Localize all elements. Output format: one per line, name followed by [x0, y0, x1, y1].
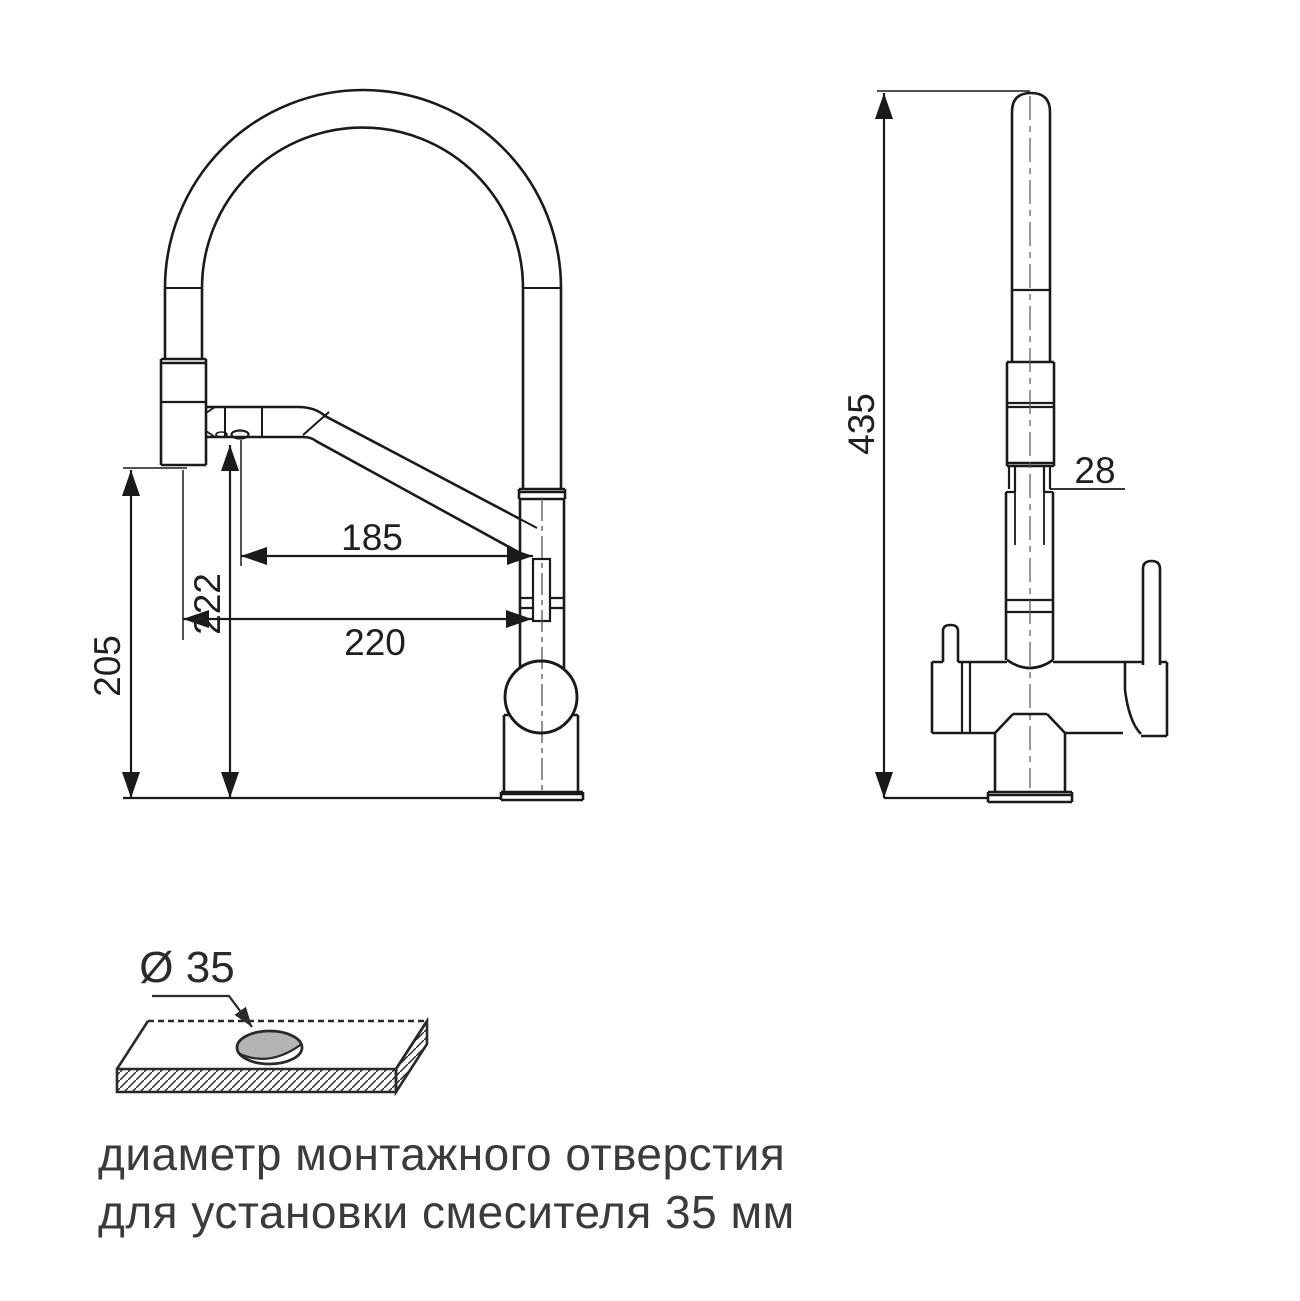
caption-line-2: для установки смесителя 35 мм: [98, 1186, 795, 1238]
dim-220-label: 220: [344, 622, 406, 663]
side-column: [1006, 93, 1054, 788]
handle-ball-joint: [505, 661, 577, 733]
hose-arch: [164, 90, 562, 489]
dim-185-label: 185: [341, 517, 403, 558]
spray-head: [161, 359, 206, 465]
front-view-faucet: [161, 90, 583, 800]
dim-205-label: 205: [86, 635, 128, 697]
dim-28-label: 28: [1074, 450, 1116, 491]
leader-arrowhead: [235, 1007, 253, 1027]
left-small-handle: [943, 625, 958, 662]
faucet-column: [501, 489, 583, 800]
plate-end-face: [396, 1021, 427, 1092]
plate-front-face: [117, 1069, 396, 1092]
dim-435-label: 435: [840, 393, 882, 455]
side-view-dimensions: [875, 91, 1125, 798]
dim-222-label: 222: [186, 573, 228, 635]
plate-left-edge: [117, 1021, 148, 1069]
right-handle-lever: [1143, 561, 1160, 665]
leader-line-hole: [152, 996, 252, 1027]
caption-line-1: диаметр монтажного отверстия: [98, 1128, 786, 1180]
side-body: [932, 561, 1167, 802]
hole-diameter-label: Ø 35: [139, 943, 235, 992]
side-view-faucet: [932, 93, 1167, 802]
mounting-plate-diagram: [117, 996, 427, 1092]
